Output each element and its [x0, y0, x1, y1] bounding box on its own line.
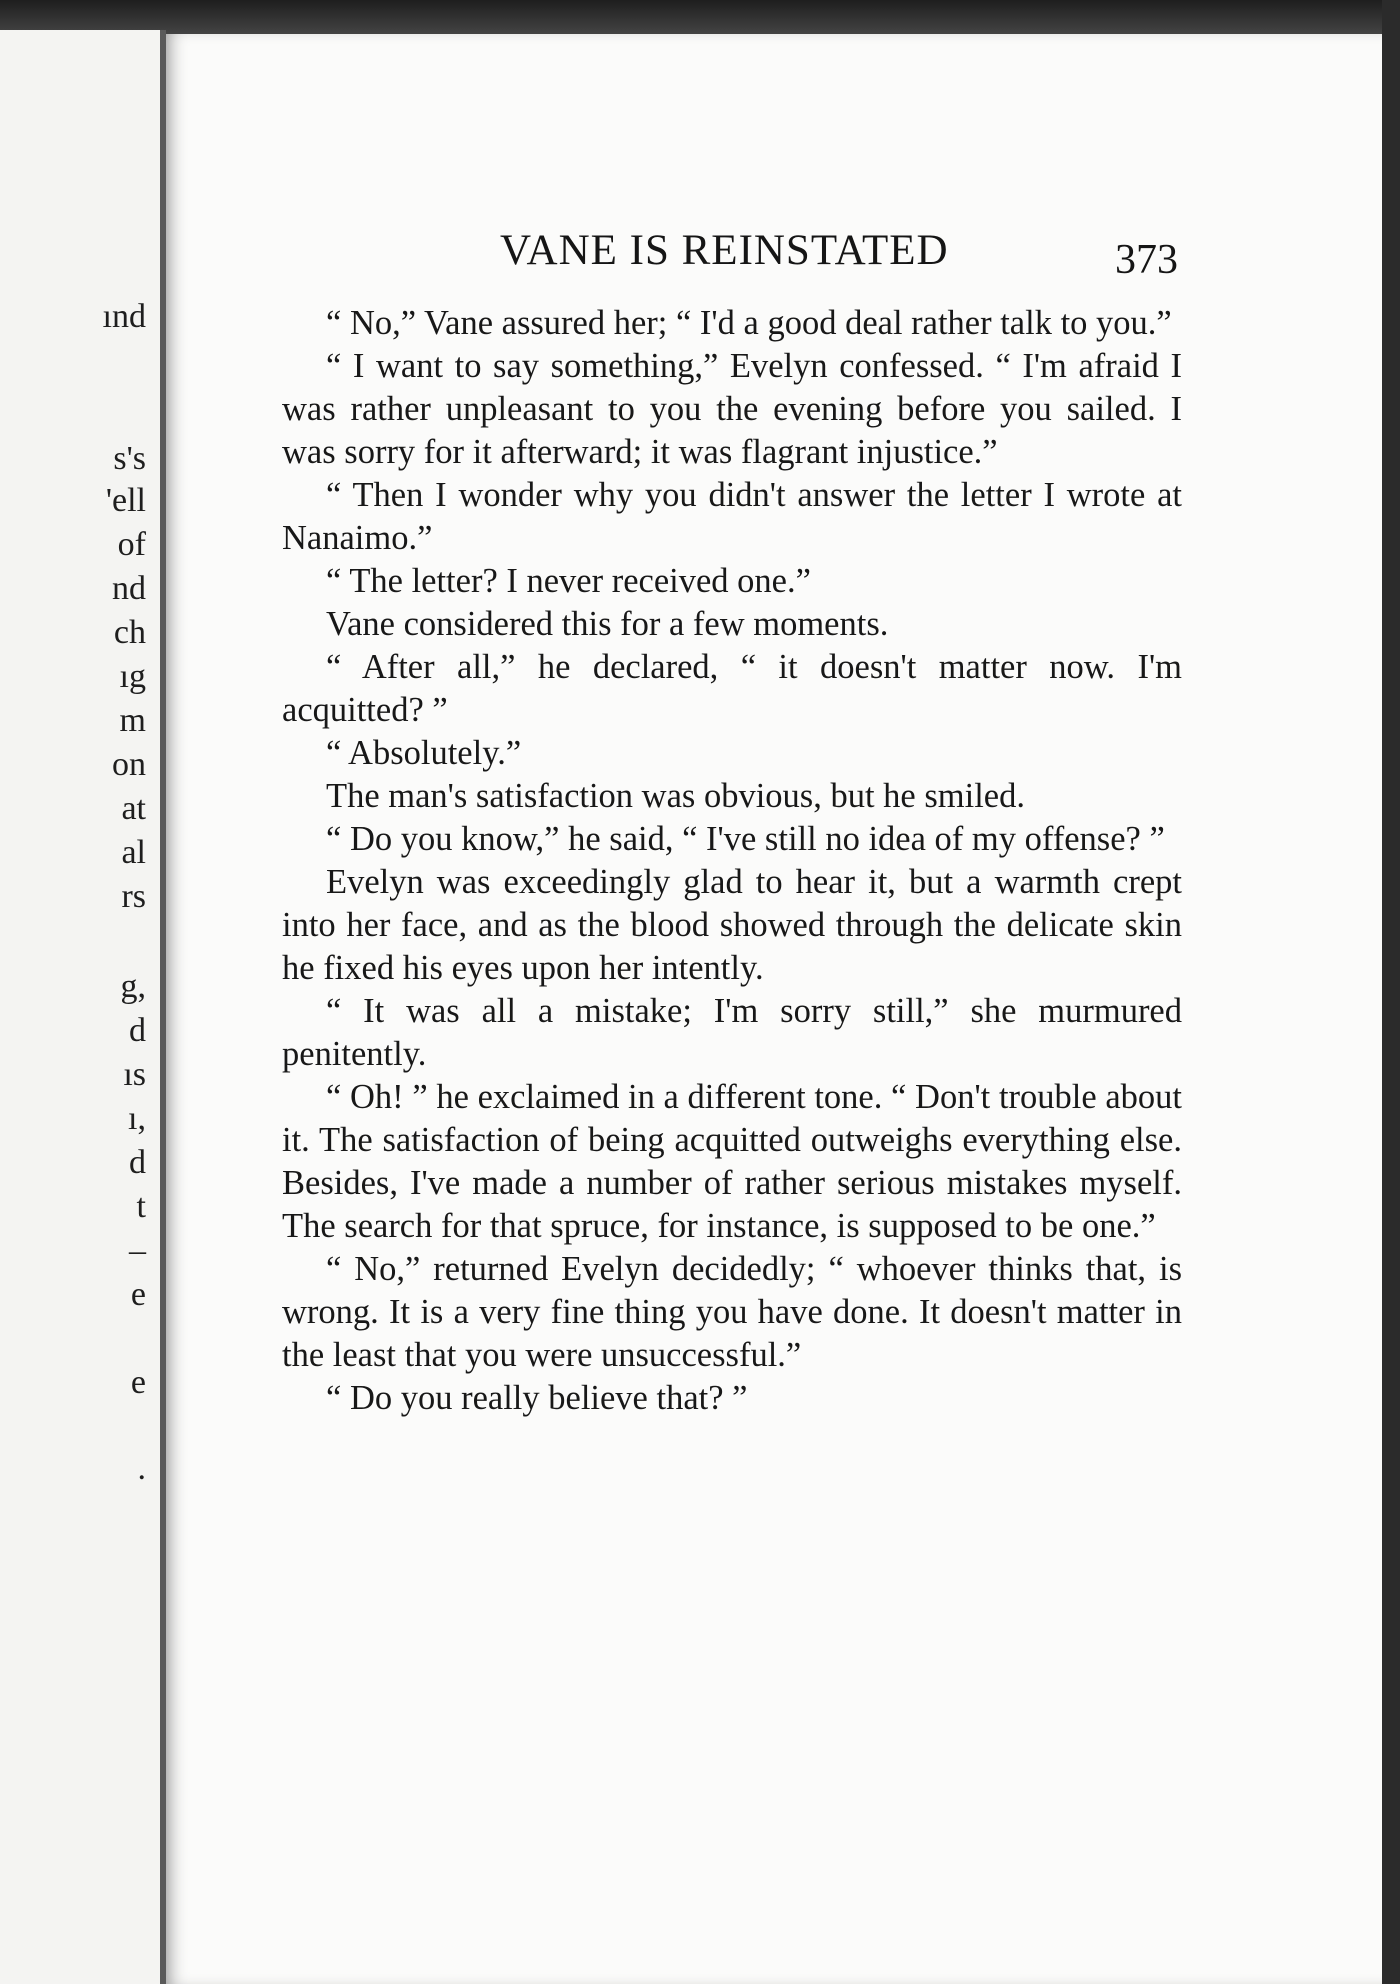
paragraph: “ Then I wonder why you didn't answer the letter I wrote at Nanaimo.” — [282, 476, 1182, 557]
left-page-fragment: s's — [113, 440, 146, 477]
left-page-fragment: m — [119, 702, 146, 739]
left-page-fragment: rs — [121, 878, 146, 915]
left-page-fragment: . — [137, 1450, 146, 1487]
body-text — [282, 302, 1182, 1420]
page-number: 373 — [1115, 237, 1178, 283]
left-page-fragment: of — [117, 526, 146, 563]
left-page-fragment: d — [129, 1144, 146, 1181]
paragraph: “ Do you know,” he said, “ I've still no idea of my offense? ” — [326, 820, 1165, 858]
left-page-fragment: e — [130, 1276, 146, 1313]
left-page-fragment: d — [129, 1012, 146, 1049]
left-page-fragment: – — [129, 1232, 146, 1269]
running-head: VANE IS REINSTATED — [500, 227, 949, 274]
left-page-fragment: e — [130, 1364, 146, 1401]
left-page-fragment: nd — [112, 570, 146, 607]
left-page-fragment: ch — [113, 614, 146, 651]
left-page-fragment: at — [121, 790, 146, 827]
left-page-fragment: 'ell — [105, 482, 146, 519]
paragraph: “ Oh! ” he exclaimed in a different tone. “ Don't trouble about it. The satisfaction of being acquitted outweighs everything else. Besides, I've made a number of rather serious mistakes myself. The search for that spruce, for instance, is supposed to be one.” — [282, 1078, 1182, 1245]
paragraph: “ I want to say something,” Evelyn confessed. “ I'm afraid I was rather unpleasant to you the evening before you sailed. I was sorry for it afterward; it was flagrant injustice.” — [282, 347, 1182, 471]
left-page-fragment: ı, — [128, 1100, 146, 1137]
left-page-fragment: g, — [120, 968, 146, 1005]
paragraph: “ No,” returned Evelyn decidedly; “ whoever thinks that, is wrong. It is a very fine thing you have done. It doesn't matter in the least that you were unsuccessful.” — [282, 1250, 1182, 1374]
left-page-fragment: on — [112, 746, 146, 783]
scan-right-edge — [1382, 0, 1400, 1984]
left-page-edge — [0, 30, 166, 1984]
paragraph: Evelyn was exceedingly glad to hear it, but a warmth crept into her face, and as the blood showed through the delicate skin he fixed his eyes upon her intently. — [282, 863, 1182, 987]
paragraph: “ No,” Vane assured her; “ I'd a good deal rather talk to you.” — [326, 304, 1172, 342]
left-page-fragment: ınd — [102, 298, 146, 335]
left-page-fragment: t — [136, 1188, 146, 1225]
paragraph: The man's satisfaction was obvious, but he smiled. — [326, 777, 1025, 815]
paragraph: Vane considered this for a few moments. — [326, 605, 889, 643]
left-page-fragment: ıg — [119, 658, 146, 695]
paragraph: “ Do you really believe that? ” — [326, 1379, 748, 1417]
paragraph: “ It was all a mistake; I'm sorry still,” she murmured penitently. — [282, 992, 1182, 1073]
left-page-fragment: al — [121, 834, 146, 871]
paragraph: “ The letter? I never received one.” — [326, 562, 811, 600]
paragraph: “ Absolutely.” — [326, 734, 522, 772]
paragraph: “ After all,” he declared, “ it doesn't matter now. I'm acquitted? ” — [282, 648, 1182, 729]
left-page-fragment: ıs — [123, 1056, 146, 1093]
